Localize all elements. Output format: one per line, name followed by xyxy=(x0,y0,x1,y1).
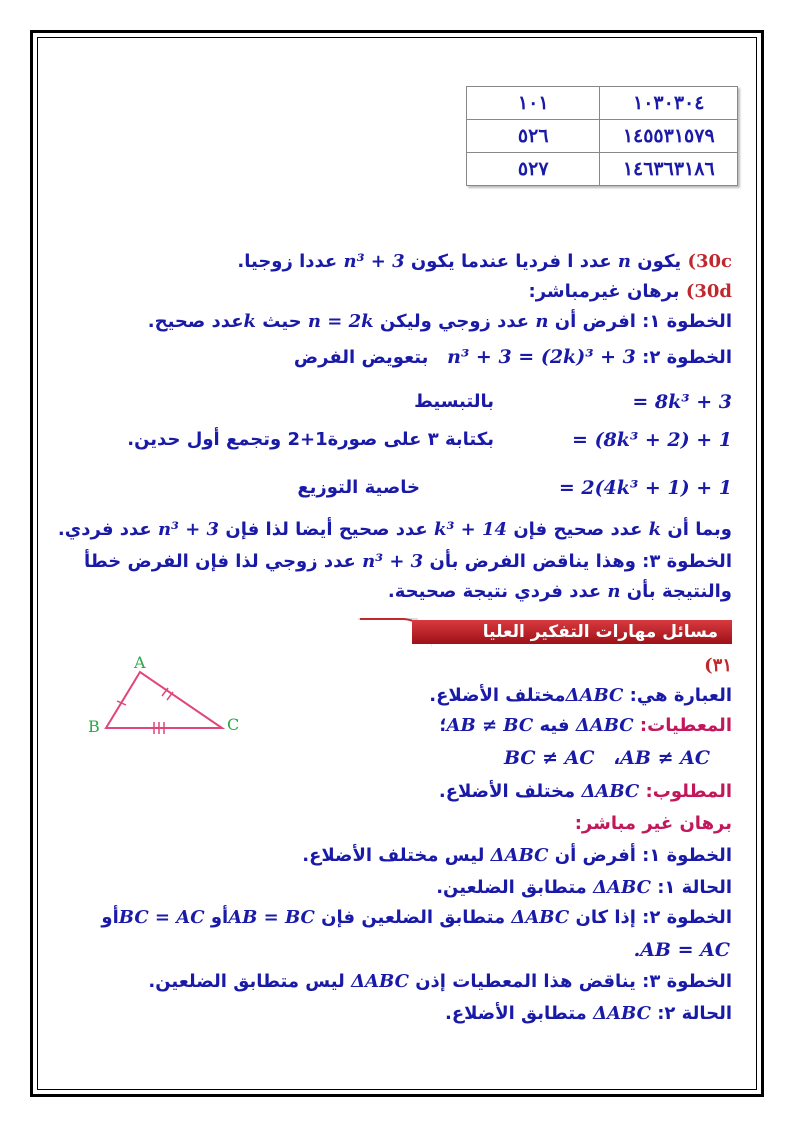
table-cell: ١٤٥٥٣١٥٧٩ xyxy=(600,120,738,153)
vertex-label-b: B xyxy=(88,717,100,736)
results-table xyxy=(466,86,738,186)
equation-note-2: بكتابة ٣ على صورة1+2 وتجمع أول حدين. xyxy=(127,429,494,450)
proof-step-2: الخطوة ٢: n³ + 3 = (2k)³ + 3 بتعويض الفرض xyxy=(293,346,732,368)
proof-step-3-line-1: الخطوة ٣: وهذا يناقض الفرض بأن n³ + 3 عدد زوجي لذا فإن الفرض خطأ xyxy=(84,551,732,572)
required-line: المطلوب: ΔABC مختلف الأضلاع. xyxy=(438,781,732,802)
equation-line-2: = (8k³ + 2) + 1 xyxy=(572,429,732,451)
step-3-line: الخطوة ٣: يناقض هذا المعطيات إذن ΔABC ليس متطابق الضلعين. xyxy=(148,971,732,992)
equation-note-3: خاصية التوزيع xyxy=(297,477,420,498)
table-row xyxy=(467,153,738,186)
step-1-line: الخطوة ١: أفرض أن ΔABC ليس مختلف الأضلاع. xyxy=(302,845,732,866)
triangle-figure xyxy=(82,652,252,752)
banner-title: مسائل مهارات التفكير العليا xyxy=(482,622,718,642)
section-banner xyxy=(358,618,732,648)
vertex-label-c: C xyxy=(227,715,240,734)
case-2-line: الحالة ٢: ΔABC متطابق الأضلاع. xyxy=(445,1003,732,1024)
vertex-label-a: A xyxy=(134,653,146,672)
conclusion-line: وبما أن k عدد صحيح فإن k³ + 14 عدد صحيح أيضا لذا فإن n³ + 3 عدد فردي. xyxy=(57,519,732,540)
table-row xyxy=(467,120,738,153)
problem-31-number: ٣١) xyxy=(704,655,732,676)
table-cell: ٥٢٧ xyxy=(467,153,600,186)
triangle-shape xyxy=(106,672,222,728)
case-1-line: الحالة ١: ΔABC متطابق الضلعين. xyxy=(436,877,732,898)
givens-line: المعطيات: ΔABC فيه AB ≠ BC؛ xyxy=(439,715,732,736)
table-cell: ١٠٣٠٣٠٤ xyxy=(600,87,738,120)
indirect-proof-heading: برهان غير مباشر: xyxy=(574,813,732,834)
statement-line: العبارة هي: ΔABCمختلف الأضلاع. xyxy=(429,685,732,706)
proof-step-3-line-2: والنتيجة بأن n عدد فردي نتيجة صحيحة. xyxy=(387,581,732,602)
equation-note-1: بالتبسيط xyxy=(414,391,494,412)
proof-step-1: الخطوة ١: افرض أن n عدد زوجي وليكن n = 2k حيث kعدد صحيح. xyxy=(147,311,732,332)
step-2-line: الخطوة ٢: إذا كان ΔABC متطابق الضلعين فإن AB = BCأو BC = ACأو xyxy=(101,907,732,928)
equation-line-1: = 8k³ + 3 xyxy=(632,391,732,413)
table-cell: ١٠١ xyxy=(467,87,600,120)
table-cell: ١٤٦٣٦٣١٨٦ xyxy=(600,153,738,186)
equation-line-3: = 2(4k³ + 1) + 1 xyxy=(558,477,732,499)
step-2-line-2: .AB = AC xyxy=(633,939,730,961)
table-row xyxy=(467,87,738,120)
table-cell: ٥٢٦ xyxy=(467,120,600,153)
givens-line-2: AB ≠ AC، BC ≠ AC xyxy=(503,747,710,769)
problem-30c: 30c) يكون n عدد ا فرديا عندما يكون n³ + 3 عددا زوجيا. xyxy=(237,251,732,272)
problem-30d: 30d) برهان غيرمباشر: xyxy=(528,281,732,302)
